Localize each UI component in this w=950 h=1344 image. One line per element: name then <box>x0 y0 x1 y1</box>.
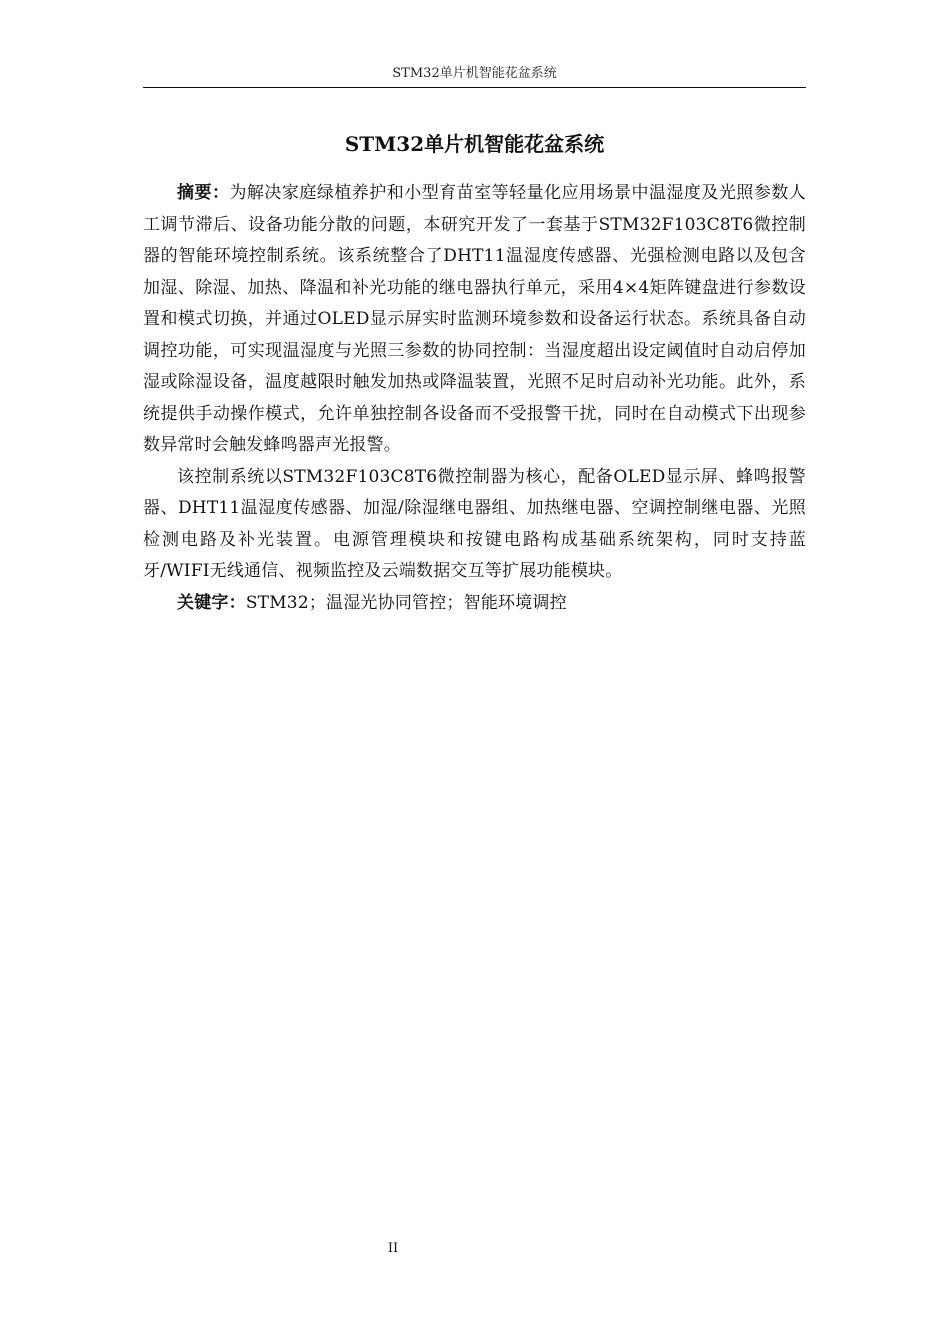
keywords-line <box>143 588 806 620</box>
document-title: STM32单片机智能花盆系统 <box>344 132 605 156</box>
page-number: II <box>387 1241 399 1256</box>
header-divider <box>143 87 806 88</box>
keywords-text: STM32；温湿光协同管控；智能环境调控 <box>245 592 567 613</box>
abstract-paragraph-1 <box>143 178 806 462</box>
abstract-paragraph-2: 该控制系统以STM32F103C8T6微控制器为核心，配备OLED显示屏、蜂鸣报警器、DHT11温湿度传感器、加湿/除湿继电器组、加热继电器、空调控制继电器、光照检测电路及补光装置。电源管理模块和按键电路构成基础系统架构，同时支持蓝牙/WIFI无线通信、视频监控及云端数据交互等扩展功能模块。 <box>143 466 806 581</box>
keywords-label: 关键字： <box>177 592 246 613</box>
running-header: STM32单片机智能花盆系统 <box>392 66 557 81</box>
abstract-section <box>143 178 806 619</box>
abstract-label: 摘要： <box>177 183 230 203</box>
abstract-text-1: 为解决家庭绿植养护和小型育苗室等轻量化应用场景中温湿度及光照参数人工调节滞后、设备功能分散的问题，本研究开发了一套基于STM32F103C8T6微控制器的智能环境控制系统。该系统整合了DHT11温湿度传感器、光强检测电路以及包含加湿、除湿、加热、降温和补光功能的继电器执行单元，采用4×4矩阵键盘进行参数设置和模式切换，并通过OLED显示屏实时监测环境参数和设备运行状态。系统具备自动调控功能，可实现温湿度与光照三参数的协同控制：当湿度超出设定阈值时自动启停加湿或除湿设备，温度越限时触发加热或降温装置，光照不足时启动补光功能。此外，系统提供手动操作模式，允许单独控制各设备而不受报警干扰，同时在自动模式下出现参数异常时会触发蜂鸣器声光报警。 <box>143 183 806 455</box>
